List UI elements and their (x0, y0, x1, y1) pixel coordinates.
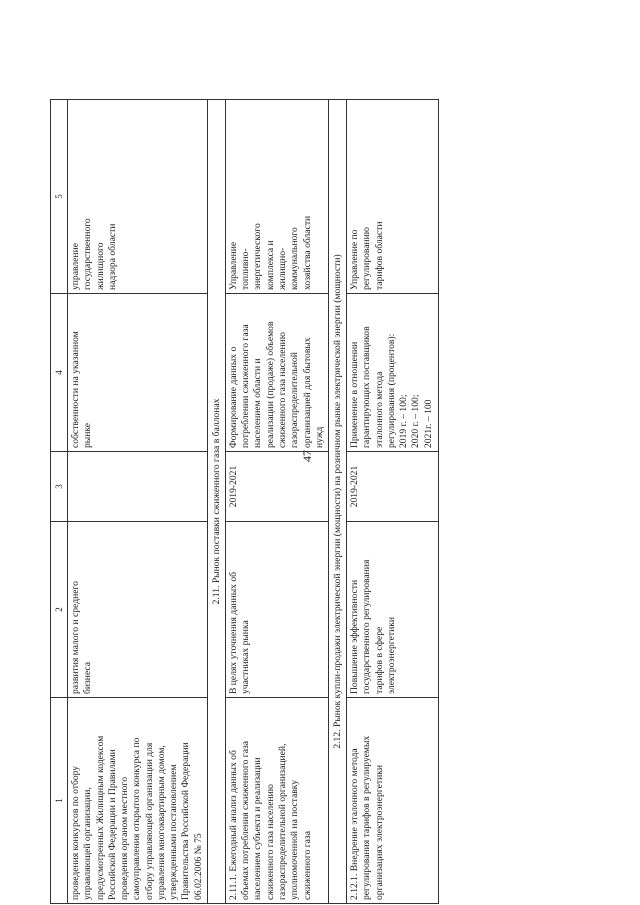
period-cell (68, 452, 208, 522)
text-line: 2.12.1. Внедрение эталонного метода (349, 748, 361, 900)
text-line: регулирования тарифов в регулируемых (361, 735, 373, 900)
text-line: Повышение эффективности (349, 579, 361, 694)
text-line: объемах потребления сжиженного газа (240, 740, 252, 900)
text-line: организацией для бытовых (301, 337, 313, 448)
text-line: уполномоченной на поставку (289, 779, 301, 900)
text-line: проведения органом местного (119, 777, 131, 900)
text-line: государственного (82, 218, 94, 290)
measure-cell (68, 698, 208, 904)
text-line: регулирования (процентов): (385, 333, 397, 448)
text-line: Применение в отношении (349, 341, 361, 448)
text-line: развития малого и среднего (70, 581, 81, 694)
program-measures-table (50, 99, 439, 904)
text-line: утвержденными постановлением (168, 764, 180, 900)
text-line: отбору управляющей организации для (143, 742, 155, 900)
period-cell (347, 452, 439, 522)
executor-cell (68, 100, 208, 294)
text-line: управляющей организации, (82, 787, 94, 900)
text-line: собственности на указанном (70, 331, 81, 448)
result-cell (225, 294, 328, 452)
text-line: потреблении сжиженного газа (240, 324, 252, 448)
text-line: 2019-2021 (227, 465, 239, 508)
text-line: управление (70, 243, 81, 290)
text-line: государственного регулирования (361, 559, 373, 694)
text-line: реализации (продаже) объемов (264, 321, 276, 448)
text-line: предусмотренных Жилищным кодексом (94, 735, 106, 900)
measure-cell (347, 698, 439, 904)
table-header-row (51, 100, 68, 904)
text-line: населением области и (252, 358, 264, 448)
text-line: населением субъекта и реализации (252, 757, 264, 900)
text-line: комплекса и (264, 240, 276, 290)
text-line: рынке (82, 422, 94, 448)
executor-cell (347, 100, 439, 294)
text-line: 2020 г. – 100; (410, 394, 422, 448)
text-line: самоуправления открытого конкурса по (131, 737, 143, 900)
text-line: жилищного (94, 242, 106, 290)
section-row (207, 100, 225, 904)
purpose-cell (68, 522, 208, 698)
text-line: Правительства Российской Федерации (180, 742, 192, 900)
text-line: Российской Федерации и Правилами (106, 749, 118, 900)
measure-cell (225, 698, 328, 904)
text-line: регулированию (361, 227, 373, 290)
page-number: 47 (300, 450, 314, 462)
text-line: управления многоквартирным домом, (155, 745, 167, 900)
section-title: 2.11. Рынок поставки сжиженного газа в баллонах (207, 100, 225, 904)
text-line: 2019 г. – 100; (398, 394, 410, 448)
table-row (68, 100, 208, 904)
text-line: Управление (227, 241, 239, 290)
text-line: энергетического (252, 223, 264, 290)
text-line: 2.11.1. Ежегодный анализ данных об (227, 750, 239, 900)
text-line: коммунального (289, 227, 301, 290)
text-line: эталонного метода (373, 371, 385, 448)
purpose-cell (225, 522, 328, 698)
column-header: 4 (51, 294, 68, 452)
text-line: Управление по (349, 229, 361, 290)
result-cell (347, 294, 439, 452)
text-line: 2019-2021 (349, 465, 361, 508)
table-row (347, 100, 439, 904)
text-line: Формирование данных о (227, 346, 239, 448)
text-line: сжиженного газа (301, 831, 313, 900)
text-line: хозяйства области (301, 215, 313, 290)
text-line: тарифов в сфере (373, 626, 385, 694)
column-header: 2 (51, 522, 68, 698)
text-line: сжиженного газа населению (276, 332, 288, 448)
text-line: газораспределительной (289, 352, 301, 448)
executor-cell (225, 100, 328, 294)
text-line: участниках рынка (240, 620, 252, 694)
text-line: электроэнергетики (385, 616, 397, 694)
text-line: жилищно- (276, 247, 288, 290)
table-row (225, 100, 328, 904)
text-line: 06.02.2006 № 75 (192, 833, 204, 900)
text-line: надзора области (106, 223, 118, 290)
text-line: 2021г. – 100 (422, 399, 434, 448)
text-line: сжиженного газа населению (264, 784, 276, 900)
text-line: организациях электроэнергетики (373, 764, 385, 900)
text-line: проведения конкурсов по отбору (70, 765, 81, 900)
text-line: бизнеса (82, 661, 94, 694)
result-cell (68, 294, 208, 452)
text-line: гарантирующих поставщиков (361, 326, 373, 448)
text-line: газораспределительной организацией, (276, 743, 288, 900)
text-line: нужд (313, 426, 325, 448)
period-cell (225, 452, 328, 522)
text-line: тарифов области (373, 221, 385, 290)
column-header: 5 (51, 100, 68, 294)
text-line: В целях уточнения данных об (227, 571, 239, 694)
column-header: 1 (51, 698, 68, 904)
column-header: 3 (51, 452, 68, 522)
purpose-cell (347, 522, 439, 698)
section-row (329, 100, 347, 904)
text-line: топливно- (240, 248, 252, 290)
section-title: 2.12. Рынок купли-продажи электрической энергии (мощности) на розничном рынке электрической энергии (мощности) (329, 100, 347, 904)
